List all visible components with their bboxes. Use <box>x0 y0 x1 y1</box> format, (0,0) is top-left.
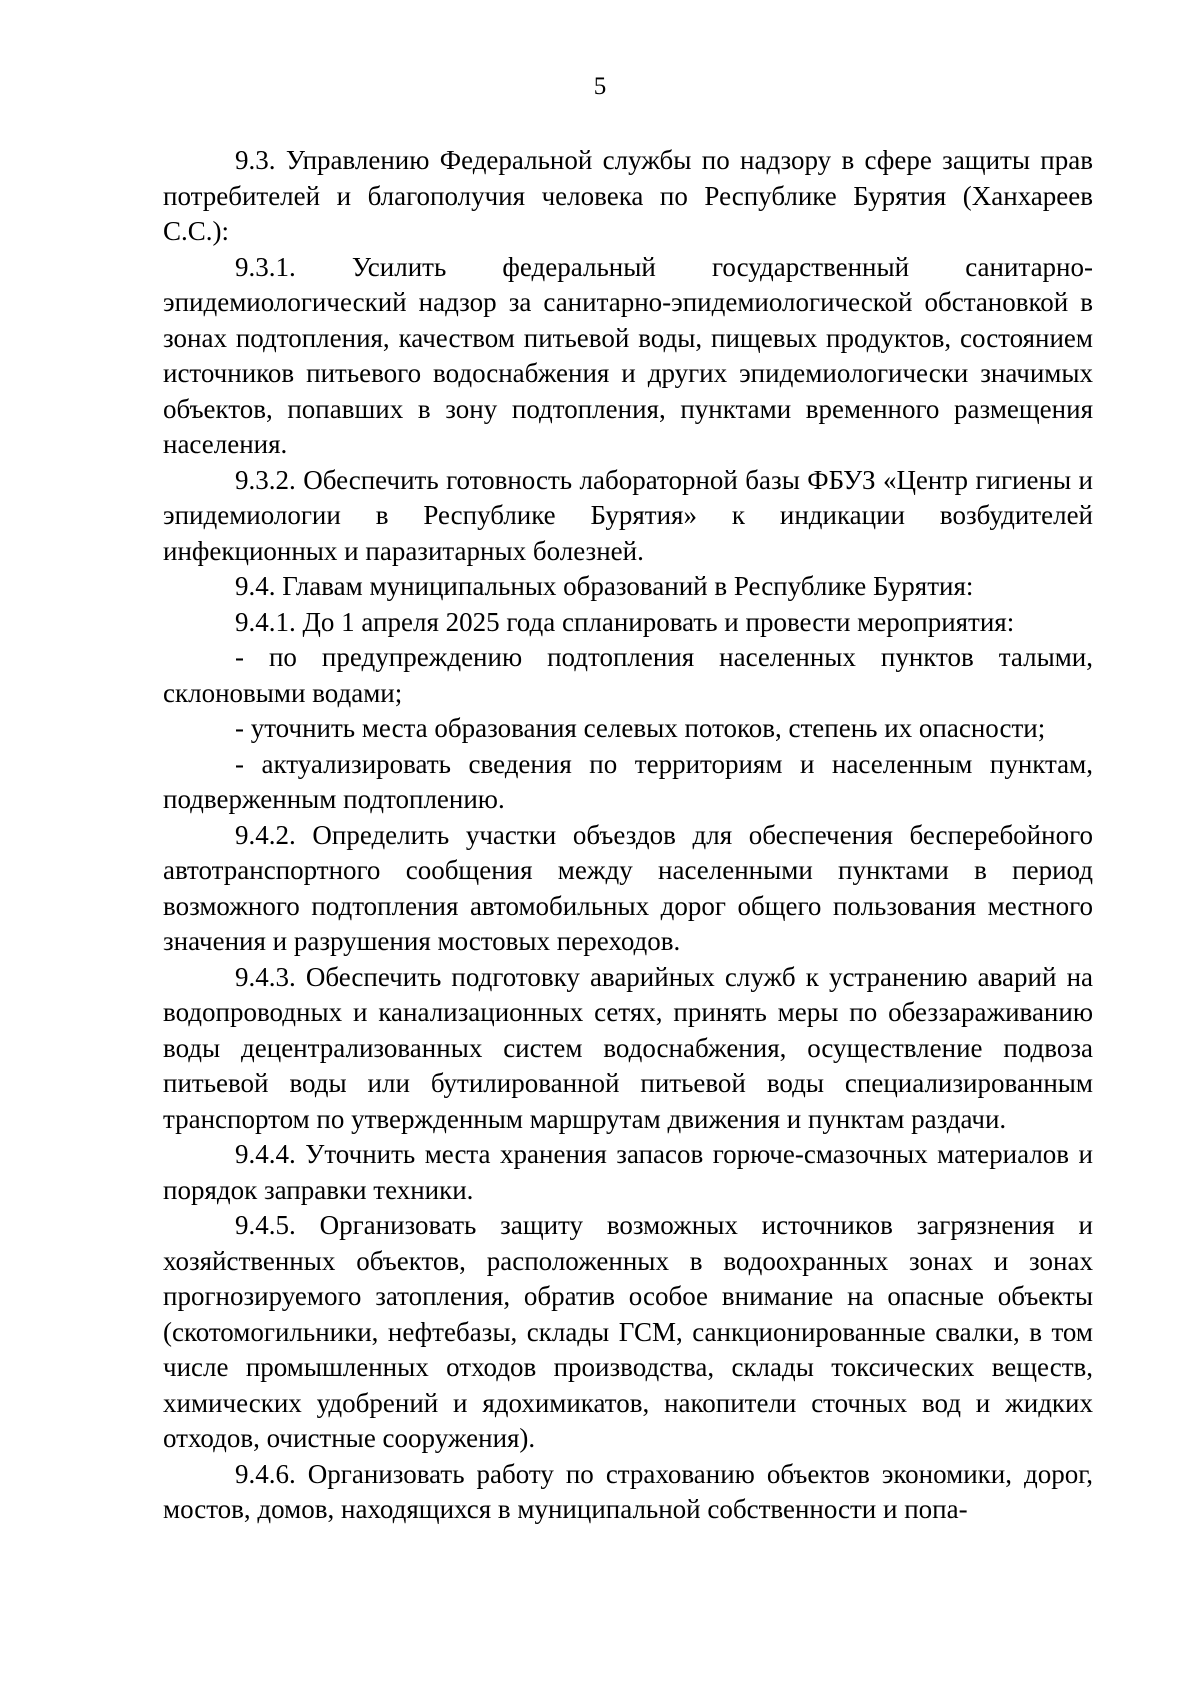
document-body <box>163 143 1093 1528</box>
list-item-flood-prevention: - по предупреждению подтопления населенных пунктов талыми, склоновыми водами; <box>163 642 1093 708</box>
paragraph-9-3: 9.3. Управлению Федеральной службы по надзору в сфере защиты прав потребителей и благополучия человека по Республике Бурятия (Ханхареев С.С.): <box>163 145 1093 246</box>
paragraph-9-3-1: 9.3.1. Усилить федеральный государственный санитарно-эпидемиологический надзор за санитарно-эпидемиологической обстановкой в зонах подтопления, качеством питьевой воды, пищевых продуктов, состоянием источников питьевого водоснабжения и других эпидемиологически значимых объектов, попавших в зону подтопления, пунктами временного размещения населения. <box>163 251 1093 459</box>
paragraph-9-4-1: 9.4.1. До 1 апреля 2025 года спланировать и провести мероприятия: <box>235 606 1015 637</box>
paragraph-9-4-5: 9.4.5. Организовать защиту возможных источников загрязнения и хозяйственных объектов, расположенных в водоохранных зонах и зонах прогнозируемого затопления, обратив особое внимание на опасные объекты (скотомогильники, нефтебазы, склады ГСМ, санкционированные свалки, в том числе промышленных отходов производства, склады токсических веществ, химических удобрений и ядохимикатов, накопители сточных вод и жидких отходов, очистные сооружения). <box>163 1210 1093 1453</box>
page-number: 5 <box>593 73 607 100</box>
list-item-update-territories: - актуализировать сведения по территориям и населенным пунктам, подверженным подтоплению. <box>163 748 1093 814</box>
paragraph-9-4-4: 9.4.4. Уточнить места хранения запасов горюче-смазочных материалов и порядок заправки техники. <box>163 1139 1093 1205</box>
paragraph-9-4-6: 9.4.6. Организовать работу по страхованию объектов экономики, дорог, мостов, домов, находящихся в муниципальной собственности и попа- <box>163 1458 1093 1524</box>
paragraph-9-4: 9.4. Главам муниципальных образований в Республике Бурятия: <box>235 571 974 601</box>
list-item-mudflow-places: - уточнить места образования селевых потоков, степень их опасности; <box>235 713 1046 743</box>
paragraph-9-4-2: 9.4.2. Определить участки объездов для обеспечения бесперебойного автотранспортного сообщения между населенными пунктами в период возможного подтопления автомобильных дорог общего пользования местного значения и разрушения мостовых переходов. <box>163 819 1093 956</box>
paragraph-9-4-3: 9.4.3. Обеспечить подготовку аварийных служб к устранению аварий на водопроводных и канализационных сетях, принять меры по обеззараживанию воды децентрализованных систем водоснабжения, осуществление подвоза питьевой воды или бутилированной питьевой воды специализированным транспортом по утвержденным маршрутам движения и пунктам раздачи. <box>163 961 1093 1134</box>
paragraph-9-3-2: 9.3.2. Обеспечить готовность лабораторной базы ФБУЗ «Центр гигиены и эпидемиологии в Республике Бурятия» к индикации возбудителей инфекционных и паразитарных болезней. <box>163 464 1093 566</box>
